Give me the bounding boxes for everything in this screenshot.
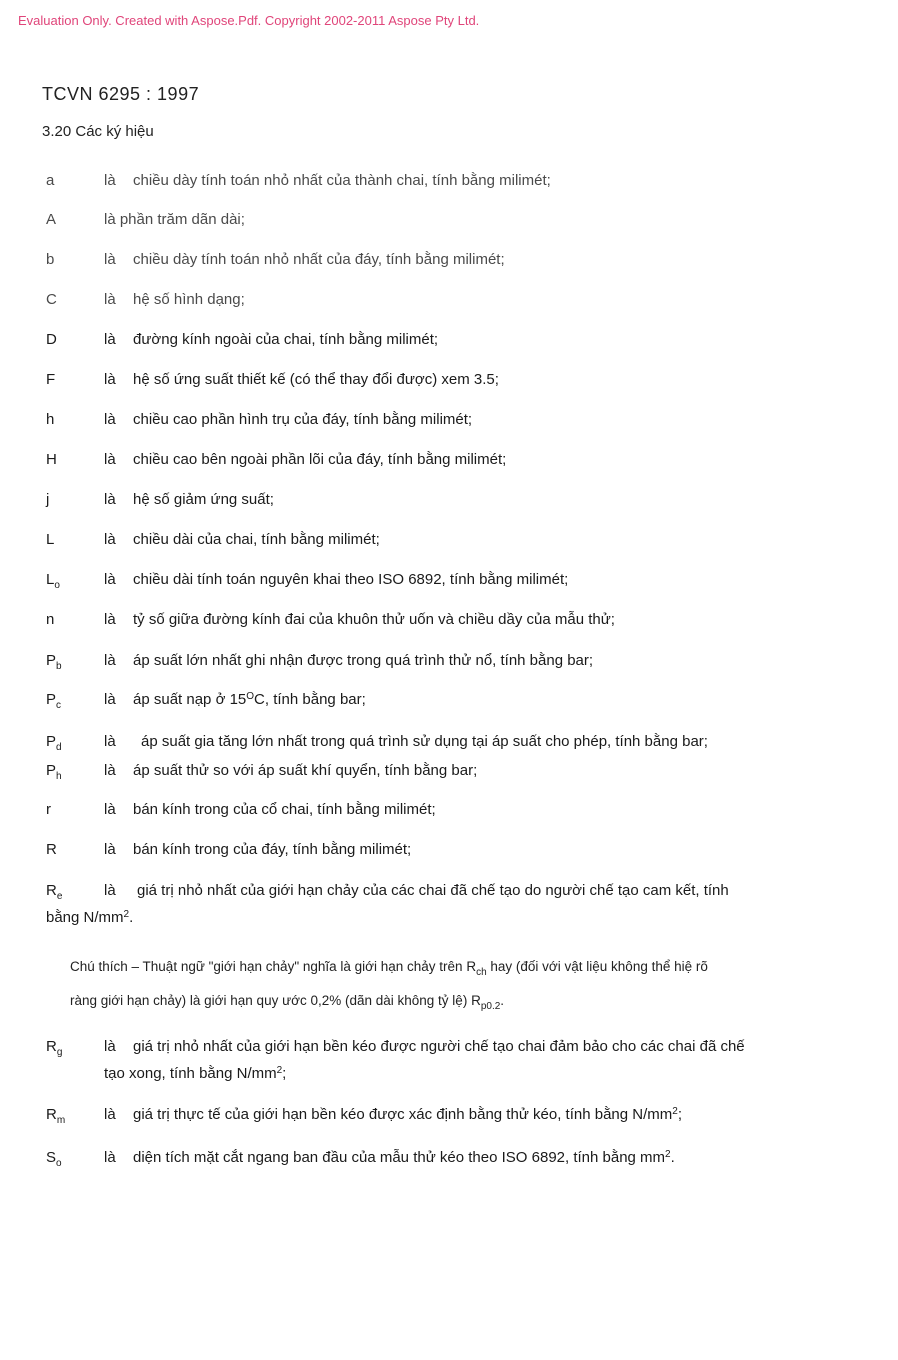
symbol-letter: L [46, 571, 55, 588]
la-word: là [104, 531, 116, 548]
symbol: n [46, 611, 55, 628]
definition: đường kính ngoài của chai, tính bằng milimét; [133, 331, 439, 348]
definition: chiều dày tính toán nhỏ nhất của thành chai, tính bằng milimét; [133, 172, 551, 189]
symbol-subscript: o [54, 580, 60, 591]
standard-header: TCVN 6295 : 1997 [42, 84, 200, 104]
la-word: là [104, 411, 116, 428]
note-text: . [500, 993, 505, 1008]
symbol-subscript: h [56, 771, 62, 782]
la-word: là [104, 251, 116, 268]
la-word: là [104, 371, 116, 388]
symbol [46, 882, 62, 902]
la-word: là [104, 1038, 116, 1055]
symbol [46, 691, 61, 711]
note-text: Chú thích – Thuật ngữ "giới hạn chảy" nghĩa là giới hạn chảy trên R [70, 959, 477, 974]
symbol: a [46, 172, 55, 189]
la-word: là [104, 611, 116, 628]
la-word: là [104, 841, 116, 858]
definition-text: C, tính bằng bar; [254, 691, 366, 708]
definition: bán kính trong của cổ chai, tính bằng milimét; [133, 801, 436, 818]
symbol: H [46, 451, 57, 468]
la-word: là [104, 882, 116, 899]
symbol [46, 1149, 62, 1169]
note-text: hay (đối với vật liệu không thể hiệ rõ [486, 959, 708, 974]
symbol [46, 762, 62, 782]
symbol: C [46, 291, 57, 308]
definition: chiều dày tính toán nhỏ nhất của đáy, tính bằng milimét; [133, 251, 505, 268]
symbol-letter: R [46, 1106, 57, 1123]
symbol-subscript: e [56, 891, 63, 902]
definition-line-1: giá trị nhỏ nhất của giới hạn bền kéo được người chế tạo chai đảm bảo cho các chai đã chế [133, 1038, 745, 1055]
la-word: là [104, 801, 116, 818]
note-text: ràng giới hạn chảy) là giới hạn quy ước 0,2% (dãn dài không tỷ lệ) R [70, 993, 481, 1008]
symbol: b [46, 251, 55, 268]
definition-text: ; [282, 1065, 287, 1082]
definition-line-2 [104, 1065, 286, 1082]
definition-text: bằng N/mm [46, 909, 124, 926]
superscript: 2 [665, 1149, 671, 1160]
degree-superscript: O [246, 691, 255, 702]
symbol-subscript: c [56, 700, 62, 711]
definition: áp suất lớn nhất ghi nhận được trong quá trình thử nổ, tính bằng bar; [133, 652, 594, 669]
la-word: là [104, 1106, 116, 1123]
symbol: A [46, 211, 57, 228]
la-word: là [104, 733, 116, 750]
symbol: F [46, 371, 56, 388]
la-word: là [104, 762, 116, 779]
symbol: r [46, 801, 51, 818]
la-word: là [104, 691, 116, 708]
definition: hệ số hình dạng; [133, 291, 245, 308]
la-word: là [104, 331, 116, 348]
symbol-letter: P [46, 733, 57, 750]
symbol [46, 1038, 62, 1058]
note-subscript: p0.2 [480, 1001, 501, 1012]
definition-text: . [670, 1149, 675, 1166]
symbol [46, 1106, 65, 1126]
note-subscript: ch [476, 967, 487, 978]
symbol [46, 733, 62, 753]
superscript: 2 [672, 1106, 678, 1117]
definition-text: áp suất nạp ở 15 [133, 691, 247, 708]
symbol: h [46, 411, 55, 428]
superscript: 2 [276, 1065, 283, 1076]
watermark-text: Evaluation Only. Created with Aspose.Pdf. Copyright 2002-2011 Aspose Pty Ltd. [18, 13, 480, 28]
definition: hệ số ứng suất thiết kế (có thể thay đổi được) xem 3.5; [133, 371, 499, 388]
symbol [46, 571, 60, 591]
symbol-subscript: m [56, 1115, 66, 1126]
symbol-letter: S [46, 1149, 57, 1166]
symbol-subscript: d [56, 742, 62, 753]
definition [133, 1106, 682, 1123]
symbol-subscript: b [56, 661, 62, 672]
symbol: R [46, 841, 57, 858]
symbol-letter: R [46, 1038, 57, 1055]
symbol: j [46, 491, 50, 508]
definition-text: diện tích mặt cắt ngang ban đầu của mẫu thử kéo theo ISO 6892, tính bằng mm [133, 1149, 666, 1166]
definition: là phần trăm dãn dài; [104, 211, 245, 228]
definition [133, 1149, 675, 1166]
definition: chiều dài tính toán nguyên khai theo ISO 6892, tính bằng milimét; [133, 571, 569, 588]
definition-text: giá trị thực tế của giới hạn bền kéo được xác định bằng thử kéo, tính bằng N/mm [133, 1106, 673, 1123]
definition-line-2 [46, 909, 133, 926]
definition [133, 691, 366, 708]
definition: hệ số giảm ứng suất; [133, 491, 274, 508]
note-line-2 [70, 987, 882, 1021]
definition-text: tạo xong, tính bằng N/mm [104, 1065, 277, 1082]
definition-text: . [129, 909, 134, 926]
la-word: là [104, 1149, 116, 1166]
la-word: là [104, 652, 116, 669]
superscript: 2 [123, 909, 130, 920]
note-block [70, 953, 882, 1021]
symbol-letter: R [46, 882, 57, 899]
la-word: là [104, 451, 116, 468]
la-word: là [104, 172, 116, 189]
section-title: 3.20 Các ký hiệu [42, 123, 154, 140]
la-word: là [104, 571, 116, 588]
definition: chiều dài của chai, tính bằng milimét; [133, 531, 380, 548]
definition: áp suất gia tăng lớn nhất trong quá trình sử dụng tại áp suất cho phép, tính bằng bar; [141, 733, 708, 750]
symbol: D [46, 331, 57, 348]
definition-line-1: giá trị nhỏ nhất của giới hạn chảy của các chai đã chế tạo do người chế tạo cam kết, tính [137, 882, 729, 899]
definition: chiều cao bên ngoài phần lõi của đáy, tính bằng milimét; [133, 451, 507, 468]
symbol-letter: P [46, 762, 57, 779]
definition: bán kính trong của đáy, tính bằng milimét; [133, 841, 412, 858]
la-word: là [104, 291, 116, 308]
symbol-letter: P [46, 691, 57, 708]
la-word: là [104, 491, 116, 508]
note-line-1 [70, 953, 882, 987]
definition-text: ; [677, 1106, 682, 1123]
definition: tỷ số giữa đường kính đai của khuôn thử uốn và chiều dầy của mẫu thử; [133, 611, 615, 628]
symbol [46, 652, 62, 672]
symbol-subscript: g [56, 1047, 63, 1058]
definition: chiều cao phần hình trụ của đáy, tính bằng milimét; [133, 411, 473, 428]
definition: áp suất thử so với áp suất khí quyển, tính bằng bar; [133, 762, 478, 779]
symbol-subscript: o [56, 1158, 62, 1169]
symbol-letter: P [46, 652, 57, 669]
symbol: L [46, 531, 55, 548]
